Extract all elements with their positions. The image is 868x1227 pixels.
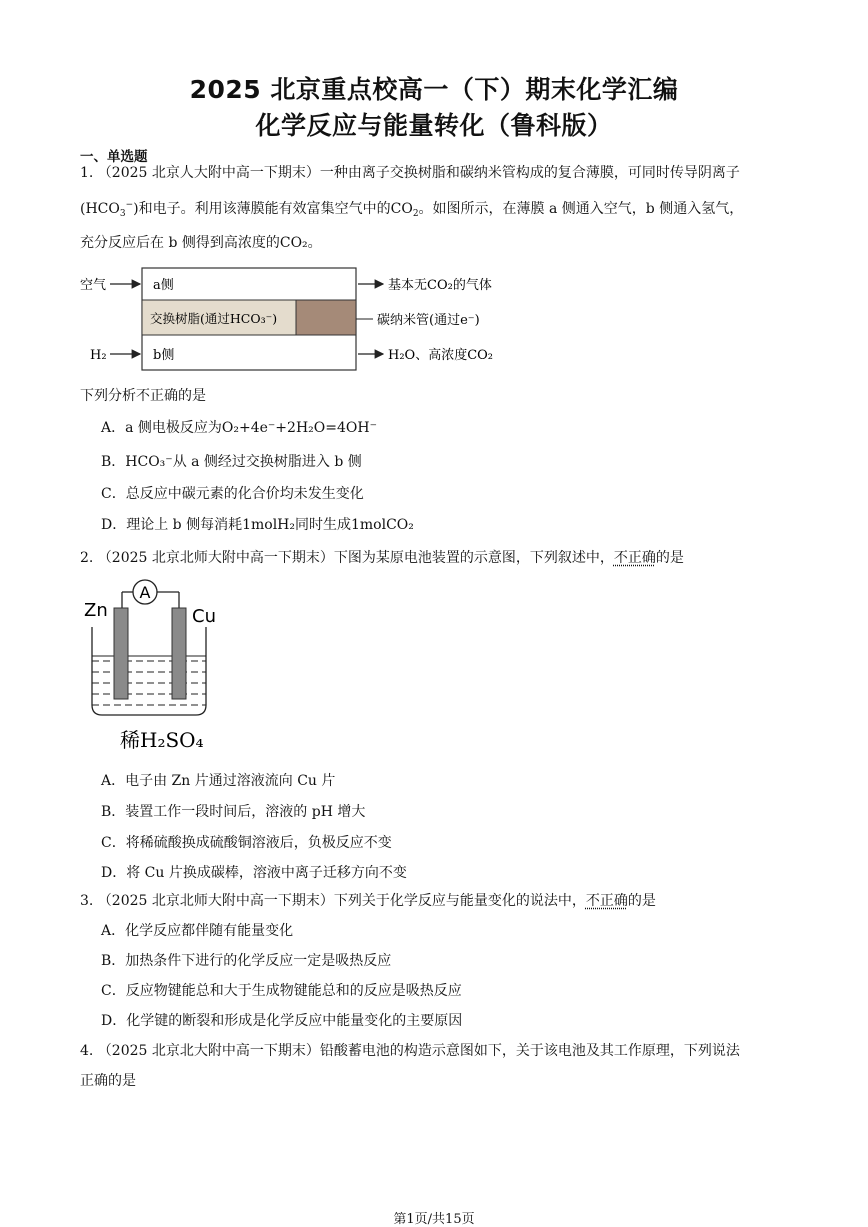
q4-line1: 4. （2025 北京北大附中高一下期末）铅酸蓄电池的构造示意图如下，关于该电池及其工作原理，下列说法 (80, 1043, 740, 1059)
q1-option-c: C．总反应中碳元素的化合价均未发生变化 (101, 486, 364, 502)
q3-line1: 3. （2025 北京北师大附中高一下期末）下列关于化学反应与能量变化的说法中，不正确的是 (80, 893, 656, 909)
q2-option-c: C．将稀硫酸换成硫酸铜溶液后，负极反应不变 (101, 835, 392, 851)
q3-option-a: A．化学反应都伴随有能量变化 (101, 923, 294, 939)
q1-option-d: D．理论上 b 侧每消耗1molH₂同时生成1molCO₂ (101, 517, 414, 533)
a-side-label: a侧 (153, 278, 174, 293)
q1-option-b: B．HCO₃⁻从 a 侧经过交换树脂进入 b 侧 (101, 454, 362, 470)
cnt-layer (296, 300, 356, 335)
q1-option-a: A．a 侧电极反应为O₂+4e⁻+2H₂O=4OH⁻ (101, 420, 377, 436)
q1-membrane-diagram (80, 264, 520, 374)
q2-option-b: B．装置工作一段时间后，溶液的 pH 增大 (101, 804, 366, 820)
page-footer: 第1页/共15页 (393, 1212, 475, 1227)
ammeter-label: A (139, 583, 151, 602)
document-title-line1: 2025 北京重点校高一（下）期末化学汇编 (189, 75, 679, 104)
cnt-label: 碳纳米管(通过e⁻) (377, 313, 480, 328)
q3-option-d: D．化学键的断裂和形成是化学反应中能量变化的主要原因 (101, 1013, 463, 1029)
section-heading: 一、单选题 (80, 149, 148, 165)
q3-option-b: B．加热条件下进行的化学反应一定是吸热反应 (101, 953, 392, 969)
q2-option-d: D．将 Cu 片换成碳棒，溶液中离子迁移方向不变 (101, 865, 407, 881)
top-outlet-label: 基本无CO₂的气体 (388, 278, 492, 293)
q1-line3: 充分反应后在 b 侧得到高浓度的CO₂。 (80, 235, 322, 251)
b-side-label: b侧 (153, 348, 175, 363)
document-title-line2: 化学反应与能量转化（鲁科版） (255, 111, 613, 140)
q4-line2: 正确的是 (80, 1073, 136, 1089)
electrolyte-label: 稀H₂SO₄ (120, 728, 204, 752)
q1-line1: 1. （2025 北京人大附中高一下期末）一种由离子交换树脂和碳纳米管构成的复合薄膜，可同时传导阴离子 (80, 165, 740, 181)
resin-label: 交换树脂(通过HCO₃⁻) (150, 311, 278, 326)
q2-line1: 2. （2025 北京北师大附中高一下期末）下图为某原电池装置的示意图，下列叙述中，不正确的是 (80, 550, 684, 566)
h2-label: H₂ (90, 348, 107, 363)
cu-electrode (172, 608, 186, 699)
q1-line2: $(HCO_3^-)$和电子。利用该薄膜能有效富集空气中的$CO_2$。如图所示，在薄膜 a 侧通入空气，b 侧通入氢气， (80, 200, 744, 219)
q1-stem: 下列分析不正确的是 (80, 388, 206, 404)
q2-galvanic-cell-diagram (82, 572, 242, 757)
beaker (92, 627, 206, 715)
cu-label: Cu (192, 606, 216, 627)
q2-option-a: A．电子由 Zn 片通过溶液流向 Cu 片 (101, 773, 336, 789)
air-label: 空气 (80, 278, 107, 293)
q3-option-c: C．反应物键能总和大于生成物键能总和的反应是吸热反应 (101, 983, 462, 999)
zn-electrode (114, 608, 128, 699)
bottom-outlet-label: H₂O、高浓度CO₂ (388, 348, 494, 363)
zn-label: Zn (84, 600, 108, 621)
